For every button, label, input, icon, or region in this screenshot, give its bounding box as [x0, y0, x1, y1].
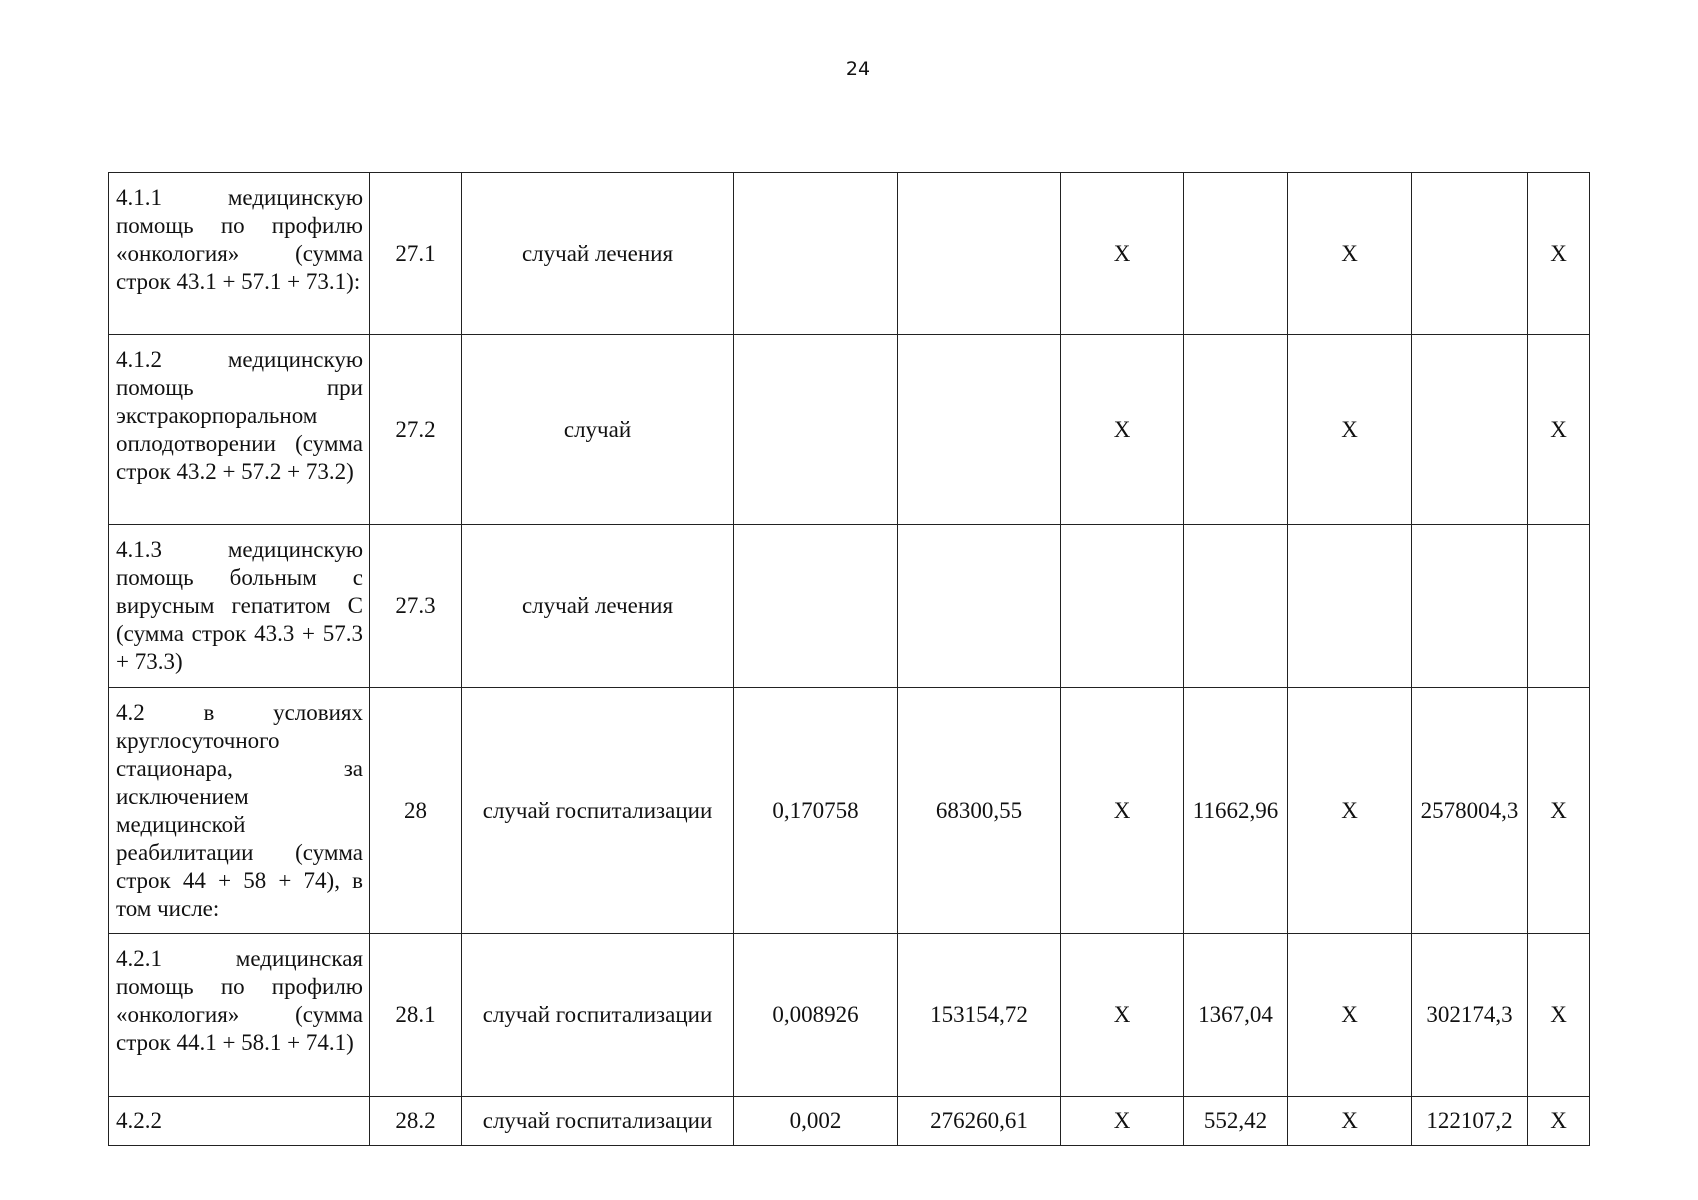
row-label: 4.1.2 медицинскую помощь при экстракорпоральном оплодотворении (сумма строк 43.2 + 57.2 + 73.2) — [109, 335, 370, 525]
line-number: 27.1 — [370, 173, 462, 335]
value-cell: 68300,55 — [898, 688, 1061, 934]
value-cell: Х — [1061, 688, 1184, 934]
value-cell: 11662,96 — [1184, 688, 1288, 934]
unit-cell: случай госпитализации — [462, 1097, 734, 1146]
value-cell: Х — [1288, 688, 1412, 934]
value-cell — [1184, 173, 1288, 335]
value-cell: Х — [1288, 1097, 1412, 1146]
value-cell: 302174,3 — [1412, 934, 1528, 1097]
value-cell — [1184, 335, 1288, 525]
value-cell: Х — [1528, 173, 1590, 335]
value-cell — [1528, 525, 1590, 688]
row-label: 4.1.3 медицинскую помощь больным с вирусным гепатитом С (сумма строк 43.3 + 57.3 + 73.3) — [109, 525, 370, 688]
value-cell: 122107,2 — [1412, 1097, 1528, 1146]
line-number: 27.2 — [370, 335, 462, 525]
value-cell: Х — [1061, 1097, 1184, 1146]
row-label: 4.2.1 медицинская помощь по профилю «онкология» (сумма строк 44.1 + 58.1 + 74.1) — [109, 934, 370, 1097]
value-cell — [1412, 335, 1528, 525]
value-cell: 0,170758 — [734, 688, 898, 934]
unit-cell: случай — [462, 335, 734, 525]
line-number: 28.1 — [370, 934, 462, 1097]
value-cell — [734, 525, 898, 688]
row-label: 4.2.2 — [109, 1097, 370, 1146]
row-label: 4.1.1 медицинскую помощь по профилю «онкология» (сумма строк 43.1 + 57.1 + 73.1): — [109, 173, 370, 335]
value-cell — [1288, 525, 1412, 688]
value-cell: 276260,61 — [898, 1097, 1061, 1146]
unit-cell: случай лечения — [462, 173, 734, 335]
value-cell: Х — [1061, 335, 1184, 525]
value-cell: 153154,72 — [898, 934, 1061, 1097]
data-table — [108, 172, 1590, 1146]
value-cell: 1367,04 — [1184, 934, 1288, 1097]
value-cell — [898, 173, 1061, 335]
value-cell: 0,002 — [734, 1097, 898, 1146]
value-cell: 552,42 — [1184, 1097, 1288, 1146]
value-cell — [1412, 173, 1528, 335]
line-number: 28 — [370, 688, 462, 934]
page-number: 24 — [845, 58, 871, 80]
value-cell: Х — [1288, 335, 1412, 525]
value-cell: 2578004,3 — [1412, 688, 1528, 934]
line-number: 28.2 — [370, 1097, 462, 1146]
value-cell — [1061, 525, 1184, 688]
unit-cell: случай лечения — [462, 525, 734, 688]
table-row — [109, 335, 1590, 525]
unit-cell: случай госпитализации — [462, 688, 734, 934]
row-label: 4.2 в условиях круглосуточного стационара, за исключением медицинской реабилитации (сумма строк 44 + 58 + 74), в том числе: — [109, 688, 370, 934]
value-cell: Х — [1528, 1097, 1590, 1146]
table-row — [109, 525, 1590, 688]
value-cell: Х — [1288, 934, 1412, 1097]
table-row — [109, 934, 1590, 1097]
value-cell — [734, 173, 898, 335]
table-row — [109, 173, 1590, 335]
table-row — [109, 688, 1590, 934]
value-cell: Х — [1528, 688, 1590, 934]
value-cell — [1184, 525, 1288, 688]
line-number: 27.3 — [370, 525, 462, 688]
value-cell: Х — [1288, 173, 1412, 335]
value-cell: Х — [1528, 934, 1590, 1097]
value-cell — [734, 335, 898, 525]
value-cell: Х — [1061, 934, 1184, 1097]
value-cell — [1412, 525, 1528, 688]
unit-cell: случай госпитализации — [462, 934, 734, 1097]
value-cell: Х — [1061, 173, 1184, 335]
value-cell — [898, 335, 1061, 525]
value-cell: 0,008926 — [734, 934, 898, 1097]
value-cell — [898, 525, 1061, 688]
value-cell: Х — [1528, 335, 1590, 525]
table-row — [109, 1097, 1590, 1146]
